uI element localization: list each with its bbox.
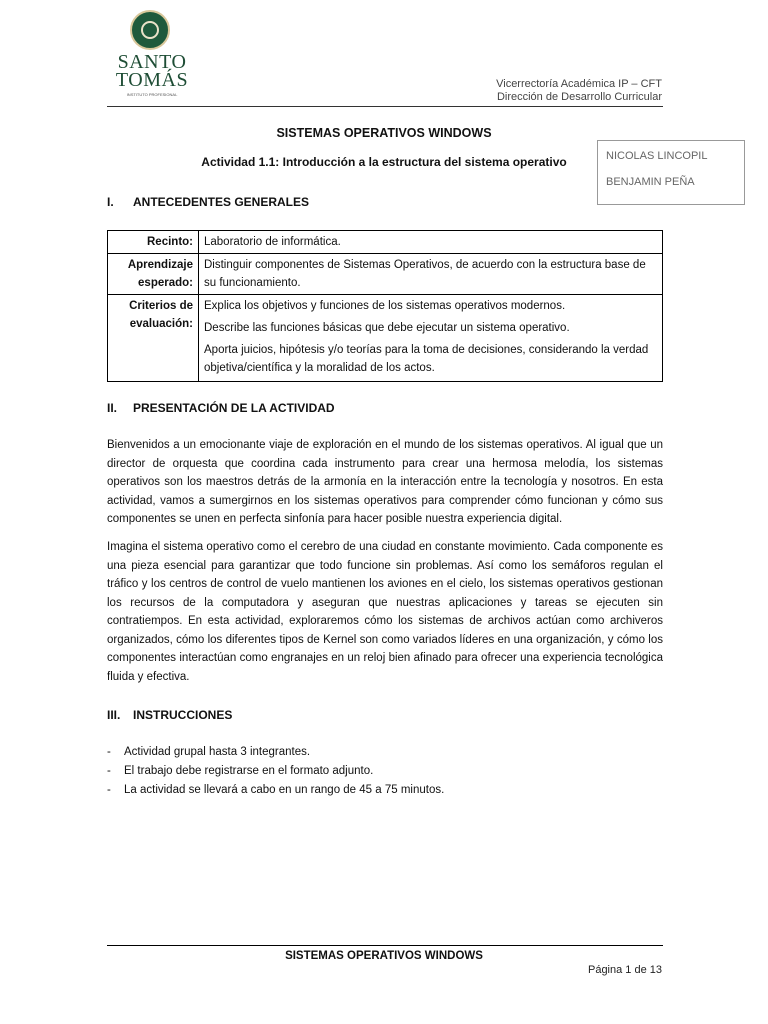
section-number: III.	[107, 708, 121, 722]
list-item	[107, 743, 444, 762]
header-line-1: Vicerrectoría Académica IP – CFT	[496, 78, 662, 90]
logo-name-line2: TOMÁS	[115, 69, 189, 91]
criterios-label-line1: Criterios de	[129, 300, 193, 312]
seal-icon	[130, 10, 170, 50]
logo-subtitle: INSTITUTO PROFESIONAL	[126, 92, 178, 97]
criterios-value	[199, 295, 663, 382]
general-info-table	[107, 230, 663, 382]
body-paragraph: Bienvenidos a un emocionante viaje de exploración en el mundo de los sistemas operativos. Al igual que un director de orquesta que coordina cada instrumento para crear una hermosa melodía, los sistemas operativos son los maestros detrás de la armonía en la interacción entre la tecnología y nosotros. En esta actividad, vamos a sumergirnos en los sistemas operativos para comprender cómo funcionan y cómo sus componentes se unen en perfecta sinfonía para hacer posible nuestra experiencia digital.	[107, 439, 663, 525]
page-number: Página 1 de 13	[587, 964, 662, 976]
criterios-label	[108, 295, 199, 382]
instruction-text: El trabajo debe registrarse en el formato adjunto.	[124, 765, 374, 777]
criterio-item: Aporta juicios, hipótesis y/o teorías para la toma de decisiones, considerando la verdad objetiva/científica y la moralidad de los actos.	[204, 344, 649, 374]
table-row	[108, 295, 663, 382]
criterio-item: Describe las funciones básicas que debe ejecutar un sistema operativo.	[204, 322, 570, 334]
student-name-1: NICOLAS LINCOPIL	[606, 150, 708, 162]
aprendizaje-label	[108, 254, 199, 295]
aprendizaje-label-line2: esperado:	[138, 277, 193, 289]
header-line-2: Dirección de Desarrollo Curricular	[496, 91, 662, 103]
footer-rule	[107, 945, 663, 946]
instruction-text: La actividad se llevará a cabo en un rango de 45 a 75 minutos.	[124, 784, 445, 796]
recinto-label: Recinto:	[108, 231, 199, 254]
document-title: SISTEMAS OPERATIVOS WINDOWS	[276, 126, 492, 140]
bullet-dash: -	[107, 765, 111, 777]
institution-logo	[108, 10, 196, 102]
header-rule	[107, 106, 663, 107]
criterio-item: Explica los objetivos y funciones de los sistemas operativos modernos.	[204, 300, 566, 312]
section-title: PRESENTACIÓN DE LA ACTIVIDAD	[133, 401, 335, 415]
list-item	[107, 762, 444, 781]
student-names-box[interactable]	[597, 140, 745, 205]
body-paragraph: Imagina el sistema operativo como el cerebro de una ciudad en constante movimiento. Cada componente es una pieza esencial para garantizar que todo funcione sin problemas. Así como los semáforos regulan el tráfico y los centros de control de vuelo mantienen los aviones en el cielo, los sistemas operativos gestionan los recursos de la computadora y aseguran que nuestras aplicaciones y tareas se ejecuten sin contratiempos. En esta actividad, exploraremos cómo los sistemas de archivos actúan como archiveros organizados, cómo los diferentes tipos de Kernel son como variados líderes en una organización, y cómo los componentes interactúan como engranajes en un reloj bien afinado para ofrecer una experiencia tecnológica fluida y efectiva.	[107, 541, 663, 683]
header-department	[496, 78, 662, 104]
section-number: II.	[107, 401, 118, 415]
section-heading-2	[107, 401, 335, 415]
aprendizaje-label-line1: Aprendizaje	[127, 259, 193, 271]
student-name-2: BENJAMIN PEÑA	[606, 176, 695, 188]
bullet-dash: -	[107, 746, 111, 758]
aprendizaje-value: Distinguir componentes de Sistemas Operativos, de acuerdo con la estructura base de su funcionamiento.	[199, 254, 663, 295]
instruction-text: Actividad grupal hasta 3 integrantes.	[124, 746, 311, 758]
table-row	[108, 254, 663, 295]
section-title: ANTECEDENTES GENERALES	[133, 195, 310, 209]
instructions-list	[107, 743, 444, 800]
list-item	[107, 781, 444, 800]
recinto-value: Laboratorio de informática.	[199, 231, 663, 254]
section-heading-1	[107, 195, 309, 209]
criterios-label-line2: evaluación:	[129, 318, 193, 330]
footer-title: SISTEMAS OPERATIVOS WINDOWS	[285, 950, 483, 962]
table-row	[108, 231, 663, 254]
activity-subtitle: Actividad 1.1: Introducción a la estructura del sistema operativo	[201, 155, 567, 169]
bullet-dash: -	[107, 784, 111, 796]
logo-name-line1: SANTO	[117, 51, 187, 73]
logo-name	[108, 53, 196, 89]
section-title: INSTRUCCIONES	[133, 708, 233, 722]
section-number: I.	[107, 195, 114, 209]
section-heading-3	[107, 708, 232, 722]
